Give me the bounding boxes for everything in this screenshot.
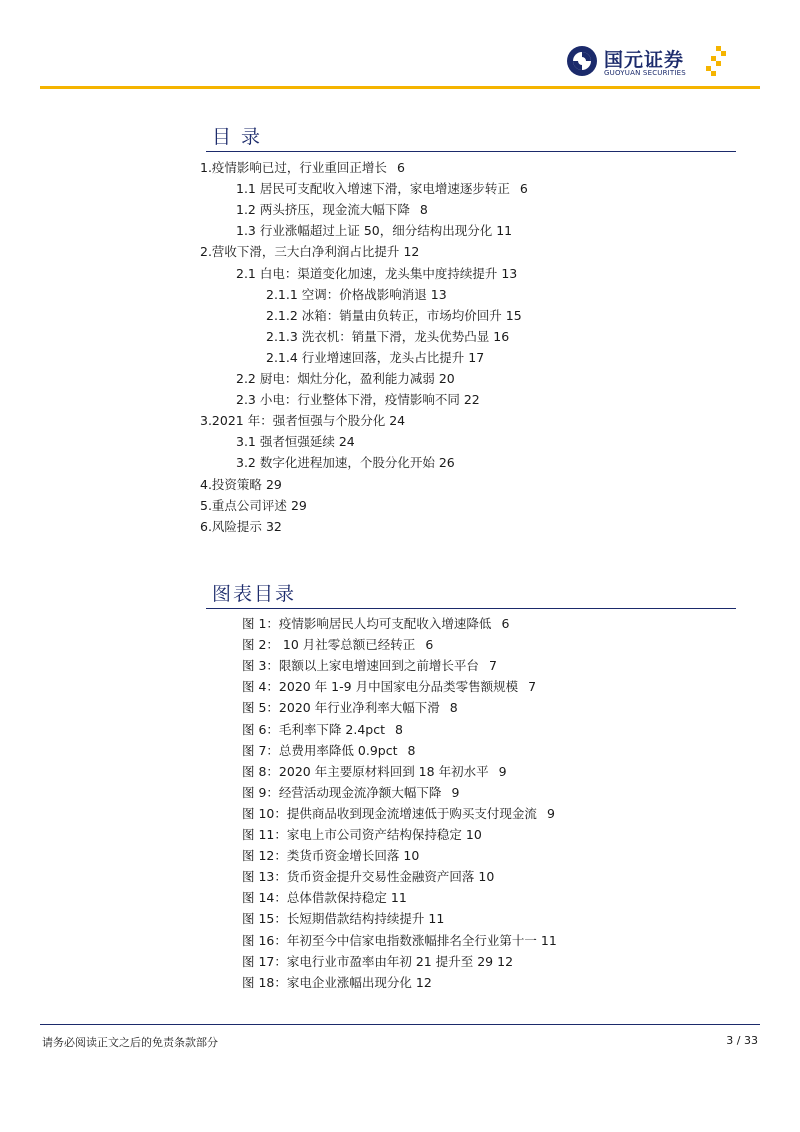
toc-title-underline (206, 151, 736, 152)
toc-entry-page-number: 8 (419, 202, 428, 218)
toc-entry-label: 2.2 厨电：烟灶分化，盈利能力减弱 (236, 371, 435, 386)
logo-chinese-name: 国元证券 (604, 49, 685, 71)
toc-entry-label: 2.1.4 行业增速回落，龙头占比提升 (266, 349, 465, 365)
toc-entry-label: 2.营收下滑，三大白净利润占比提升 (200, 244, 400, 260)
toc-entry-label: 2.1.3 洗衣机：销量下滑，龙头优势凸显 (266, 328, 490, 344)
figure-entry-page-number: 11 (428, 911, 445, 927)
toc-entry-label: 1.疫情影响已过，行业重回正增长 (200, 160, 387, 175)
figure-entry-page-number: 9 (451, 784, 460, 800)
toc-entry-page-number: 22 (463, 392, 480, 408)
footer-disclaimer: 请务必阅读正文之后的免责条款部分 (42, 1036, 218, 1049)
figure-entry-page-number: 8 (407, 742, 416, 758)
header-divider (40, 86, 760, 89)
figure-entry-page-number: 12 (497, 953, 514, 969)
toc-entry-label: 1.3 行业涨幅超过上证 50，细分结构出现分化 (236, 223, 493, 239)
figure-entry-page-number: 12 (415, 974, 432, 990)
figure-entry-label: 图 16：年初至今中信家电指数涨幅排名全行业第十一 (242, 932, 537, 948)
toc-entry-page-number: 29 (290, 497, 307, 513)
figure-entry-page-number: 9 (546, 805, 555, 821)
toc-entry-page-number: 20 (438, 371, 455, 386)
toc-entry-label: 1.2 两头挤压，现金流大幅下降 (236, 202, 410, 218)
toc-entry-page-number: 24 (389, 413, 406, 429)
figure-entry-page-number: 10 (478, 869, 495, 885)
figure-entry-label: 图 17：家电行业市盈率由年初 21 提升至 29 (242, 953, 494, 969)
toc-entry-page-number: 16 (493, 328, 510, 344)
logo-squares-icon (702, 46, 726, 76)
toc-entry-page-number: 13 (501, 265, 518, 281)
footer-divider (40, 1024, 760, 1025)
figure-entry-label: 图 1：疫情影响居民人均可支配收入增速降低 (242, 616, 492, 631)
toc-title: 目 录 (212, 126, 263, 148)
figure-entry-label: 图 9：经营活动现金流净额大幅下降 (242, 784, 442, 800)
figure-entry-label: 图 15：长短期借款结构持续提升 (242, 911, 425, 927)
figure-entry-label: 图 7：总费用率降低 0.9pct (242, 742, 398, 758)
toc-entry-page-number: 11 (496, 223, 513, 239)
toc-entry-page-number: 6 (519, 181, 528, 197)
toc-entry-label: 3.1 强者恒强延续 (236, 434, 335, 450)
figure-entry-page-number: 10 (403, 848, 420, 864)
toc-entry-label: 6.风险提示 (200, 518, 262, 534)
figure-entry-page-number: 11 (540, 932, 557, 948)
figures-title: 图表目录 (212, 583, 297, 605)
figure-entry-label: 图 12：类货币资金增长回落 (242, 848, 400, 864)
toc-entry-label: 2.1.1 空调：价格战影响消退 (266, 286, 427, 302)
logo-english-name: GUOYUAN SECURITIES (604, 69, 686, 77)
figure-entry-page-number: 6 (425, 637, 434, 653)
figure-entry-page-number: 8 (449, 700, 458, 716)
toc-entry-label: 2.3 小电：行业整体下滑，疫情影响不同 (236, 392, 460, 408)
figure-entry-page-number: 7 (528, 679, 537, 695)
toc-entry-label: 4.投资策略 (200, 476, 262, 492)
figure-entry-label: 图 4：2020 年 1-9 月中国家电分品类零售额规模 (242, 679, 519, 695)
figure-entry-label: 图 6：毛利率下降 2.4pct (242, 721, 385, 737)
figure-entry-label: 图 10：提供商品收到现金流增速低于购买支付现金流 (242, 805, 537, 821)
figures-title-underline (206, 608, 736, 609)
toc-entry-page-number: 29 (265, 476, 282, 492)
toc-entry-label: 2.1.2 冰箱：销量由负转正，市场均价回升 (266, 307, 502, 323)
toc-entry-label: 3.2 数字化进程加速，个股分化开始 (236, 455, 435, 471)
figure-entry-label: 图 18：家电企业涨幅出现分化 (242, 974, 412, 990)
toc-entry-label: 2.1 白电：渠道变化加速，龙头集中度持续提升 (236, 265, 498, 281)
figure-entry-label: 图 14：总体借款保持稳定 (242, 890, 387, 906)
company-logo (566, 44, 726, 78)
toc-entry-page-number: 12 (403, 244, 420, 260)
figure-entry-page-number: 6 (501, 616, 510, 631)
figure-entry-page-number: 8 (395, 721, 403, 737)
figure-entry-label: 图 8：2020 年主要原材料回到 18 年初水平 (242, 763, 489, 779)
toc-entry-page-number: 15 (505, 307, 522, 323)
figure-entry-label: 图 2： 10 月社零总额已经转正 (242, 637, 416, 653)
toc-entry-page-number: 26 (438, 455, 455, 471)
toc-entry-page-number: 24 (338, 434, 355, 450)
toc-entry-label: 3.2021 年：强者恒强与个股分化 (200, 413, 386, 429)
page-number: 3 / 33 (726, 1034, 758, 1047)
figure-entry-page-number: 9 (498, 763, 507, 779)
figure-entry-label: 图 11：家电上市公司资产结构保持稳定 (242, 827, 462, 842)
toc-entry-page-number: 32 (265, 518, 282, 534)
toc-entry-label: 1.1 居民可支配收入增速下滑，家电增速逐步转正 (236, 181, 510, 197)
figure-entry-label: 图 5：2020 年行业净利率大幅下滑 (242, 700, 440, 716)
figure-entry-page-number: 10 (465, 827, 482, 842)
figure-entry-page-number: 7 (488, 658, 497, 674)
guoyuan-logo-icon (566, 45, 598, 77)
toc-entry-label: 5.重点公司评述 (200, 497, 287, 513)
toc-entry-page-number: 17 (468, 349, 485, 365)
figure-entry-label: 图 13：货币资金提升交易性金融资产回落 (242, 869, 475, 885)
figure-entry-page-number: 11 (390, 890, 407, 906)
toc-entry-page-number: 6 (396, 160, 405, 175)
figure-entry-label: 图 3：限额以上家电增速回到之前增长平台 (242, 658, 479, 674)
toc-entry-page-number: 13 (430, 286, 447, 302)
